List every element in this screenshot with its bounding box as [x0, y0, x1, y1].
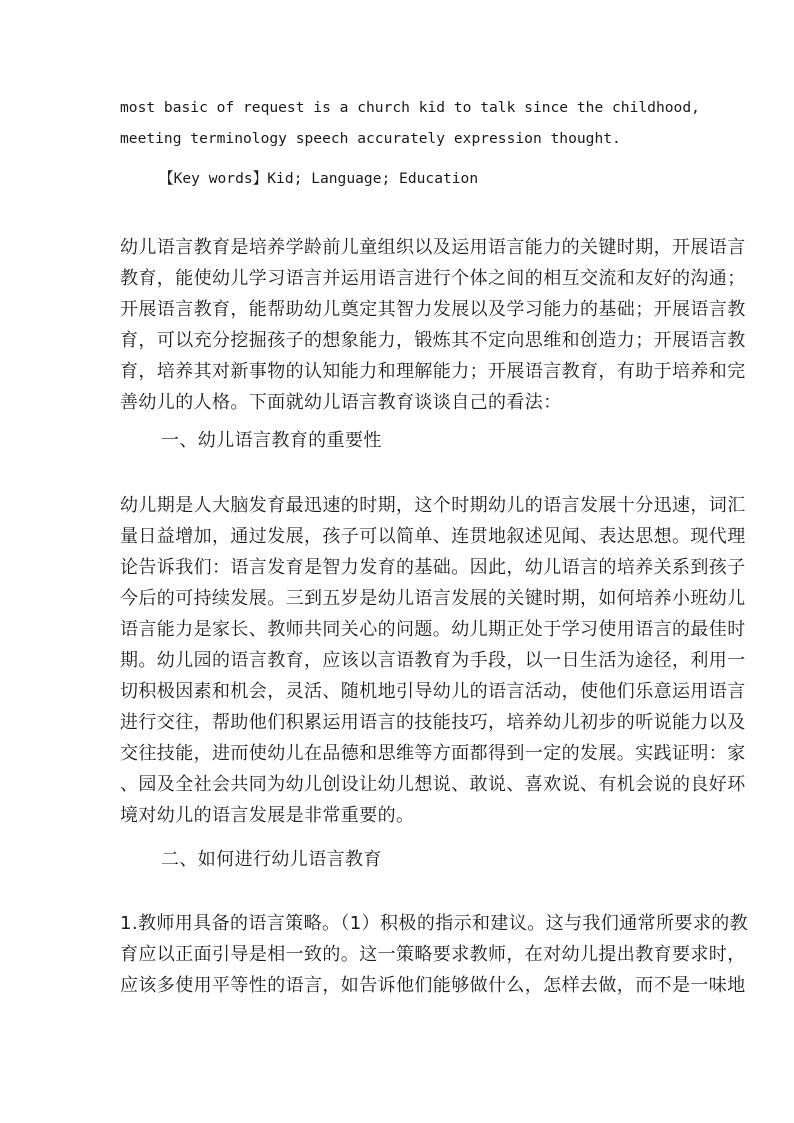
paragraph-line: 幼儿语言教育是培养学龄前儿童组织以及运用语言能力的关键时期，开展语言 [120, 237, 746, 258]
paragraph-line: 进行交往，帮助他们积累运用语言的技能技巧，培养幼儿初步的听说能力以及 [120, 712, 746, 733]
paragraph-line: 交往技能，进而使幼儿在品德和思维等方面都得到一定的发展。实践证明：家 [120, 743, 746, 764]
paragraph-line: 论告诉我们：语言发育是智力发育的基础。因此，幼儿语言的培养关系到孩子 [120, 557, 746, 578]
paragraph-line: 育，可以充分挖掘孩子的想象能力，锻炼其不定向思维和创造力；开展语言教 [120, 330, 746, 351]
abstract-en-line: meeting terminology speech accurately expression thought. [120, 130, 621, 147]
paragraph-line: 开展语言教育，能帮助幼儿奠定其智力发展以及学习能力的基础；开展语言教 [120, 299, 746, 320]
paragraph-line: 应该多使用平等性的语言，如告诉他们能够做什么，怎样去做，而不是一味地 [120, 975, 746, 996]
paragraph-line: 切积极因素和机会，灵活、随机地引导幼儿的语言活动，使他们乐意运用语言 [120, 681, 746, 702]
paragraph-line: 境对幼儿的语言发展是非常重要的。 [120, 805, 415, 826]
paragraph-line: 、园及全社会共同为幼儿创设让幼儿想说、敢说、喜欢说、有机会说的良好环 [120, 774, 746, 795]
paragraph-line: 教育，能使幼儿学习语言并运用语言进行个体之间的相互交流和友好的沟通； [120, 268, 746, 289]
section-heading: 一、幼儿语言教育的重要性 [161, 430, 382, 451]
paragraph-line: 育，培养其对新事物的认知能力和理解能力；开展语言教育，有助于培养和完 [120, 361, 746, 382]
keywords-line: 【Key words】Kid; Language; Education [159, 170, 479, 187]
section-heading: 二、如何进行幼儿语言教育 [161, 849, 382, 870]
paragraph-line: 今后的可持续发展。三到五岁是幼儿语言发展的关键时期，如何培养小班幼儿 [120, 588, 746, 609]
paragraph-line: 幼儿期是人大脑发育最迅速的时期，这个时期幼儿的语言发展十分迅速，词汇 [120, 495, 746, 516]
paragraph-line: 1.教师用具备的语言策略。（1）积极的指示和建议。这与我们通常所要求的教 [120, 913, 749, 934]
paragraph-line: 育应以正面引导是相一致的。这一策略要求教师，在对幼儿提出教育要求时， [120, 944, 746, 965]
paragraph-line: 善幼儿的人格。下面就幼儿语言教育谈谈自己的看法： [120, 392, 562, 413]
paragraph-line: 量日益增加，通过发展，孩子可以简单、连贯地叙述见闻、表达思想。现代理 [120, 526, 746, 547]
abstract-en-line: most basic of request is a church kid to talk since the childhood, [120, 99, 700, 116]
paragraph-line: 语言能力是家长、教师共同关心的问题。幼儿期正处于学习使用语言的最佳时 [120, 619, 746, 640]
paragraph-line: 期。幼儿园的语言教育，应该以言语教育为手段，以一日生活为途径，利用一 [120, 650, 746, 671]
